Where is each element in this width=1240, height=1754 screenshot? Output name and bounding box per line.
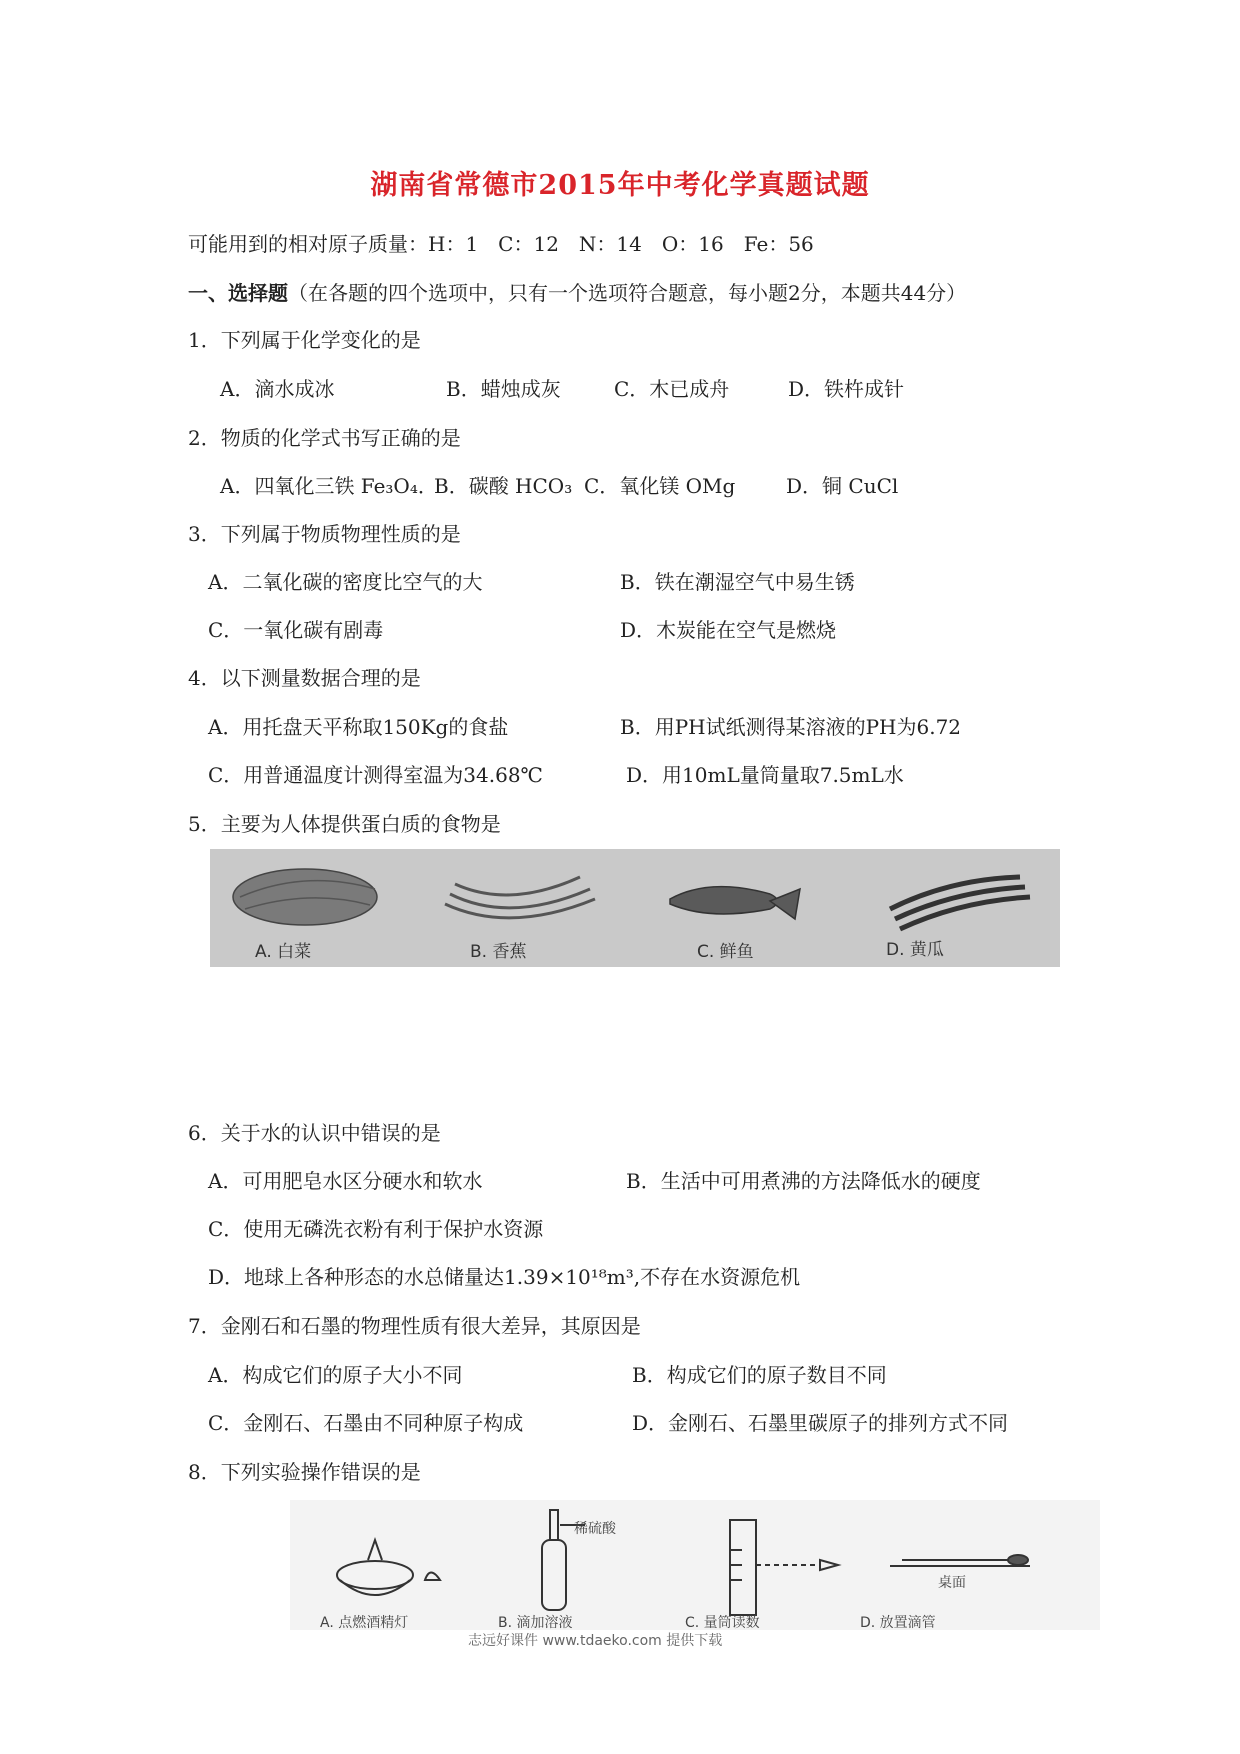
fish-image: [670, 887, 800, 919]
banana-image: [445, 877, 595, 918]
food-figure: [210, 849, 1060, 967]
table-label: 桌面: [938, 1575, 966, 1591]
option: B．铁在潮湿空气中易生锈: [620, 570, 855, 594]
footer-watermark: 志远好课件 www.tdaeko.com 提供下载: [468, 1633, 723, 1649]
cabbage-image: [233, 869, 377, 925]
section-title: 一、选择题: [188, 281, 288, 305]
figure-label: B. 滴加溶液: [498, 1615, 573, 1631]
option: A．构成它们的原子大小不同: [208, 1363, 463, 1387]
option: A．四氧化三铁 Fe₃O₄．: [220, 474, 438, 498]
figure-label: C. 鲜鱼: [697, 942, 754, 962]
question-stem: 2．物质的化学式书写正确的是: [188, 426, 461, 450]
lab-drawings: [290, 1500, 1100, 1630]
question-stem: 1．下列属于化学变化的是: [188, 328, 421, 352]
question-stem: 7．金刚石和石墨的物理性质有很大差异，其原因是: [188, 1314, 641, 1338]
page-title: 湖南省常德市2015年中考化学真题试题: [370, 170, 870, 201]
option: C．金刚石、石墨由不同种原子构成: [208, 1411, 524, 1435]
option: C．使用无磷洗衣粉有利于保护水资源: [208, 1217, 544, 1241]
option: D．金刚石、石墨里碳原子的排列方式不同: [632, 1411, 1009, 1435]
question-stem: 5．主要为人体提供蛋白质的食物是: [188, 812, 501, 836]
question-stem: 6．关于水的认识中错误的是: [188, 1121, 441, 1145]
graduated-cylinder-image: [730, 1520, 838, 1615]
option: A．可用肥皂水区分硬水和软水: [208, 1169, 483, 1193]
option: D．铜 CuCl: [786, 474, 899, 498]
option: B．生活中可用煮沸的方法降低水的硬度: [626, 1169, 981, 1193]
option: B．构成它们的原子数目不同: [632, 1363, 887, 1387]
option: C．一氧化碳有剧毒: [208, 618, 384, 642]
figure-label: A. 白菜: [255, 942, 312, 962]
option: A．二氧化碳的密度比空气的大: [208, 570, 483, 594]
reagent-label: 稀硫酸: [574, 1521, 616, 1537]
option: C．木已成舟: [614, 377, 730, 401]
option: B．蜡烛成灰: [446, 377, 561, 401]
section-heading: [188, 277, 966, 306]
figure-label: D. 放置滴管: [860, 1615, 936, 1631]
dropper-image: [890, 1555, 1030, 1566]
figure-label: D. 黄瓜: [886, 940, 944, 960]
figure-label: B. 香蕉: [470, 942, 527, 962]
question-stem: 3．下列属于物质物理性质的是: [188, 522, 461, 546]
figure-label: A. 点燃酒精灯: [320, 1615, 409, 1631]
atomic-masses: 可能用到的相对原子质量：H：1 C：12 N：14 O：16 Fe：56: [188, 232, 814, 256]
option: A．用托盘天平称取150Kg的食盐: [208, 715, 509, 739]
option: D．木炭能在空气是燃烧: [620, 618, 837, 642]
option: D．铁杵成针: [788, 377, 905, 401]
lab-figure: [290, 1500, 1100, 1630]
option: B．碳酸 HCO₃: [434, 474, 573, 498]
question-stem: 4．以下测量数据合理的是: [188, 666, 421, 690]
cucumber-image: [890, 877, 1030, 929]
question-stem: 8．下列实验操作错误的是: [188, 1460, 421, 1484]
section-note: （在各题的四个选项中，只有一个选项符合题意，每小题2分，本题共44分）: [288, 281, 967, 305]
option: C．氧化镁 OMg: [584, 474, 736, 498]
option: C．用普通温度计测得室温为34.68℃: [208, 763, 543, 787]
figure-label: C. 量筒读数: [685, 1615, 760, 1631]
option: D．用10mL量筒量取7.5mL水: [626, 763, 904, 787]
option: B．用PH试纸测得某溶液的PH为6.72: [620, 715, 962, 739]
option: A．滴水成冰: [220, 377, 335, 401]
alcohol-lamp-image: [337, 1540, 440, 1595]
option: D．地球上各种形态的水总储量达1.39×10¹⁸m³,不存在水资源危机: [208, 1265, 801, 1289]
